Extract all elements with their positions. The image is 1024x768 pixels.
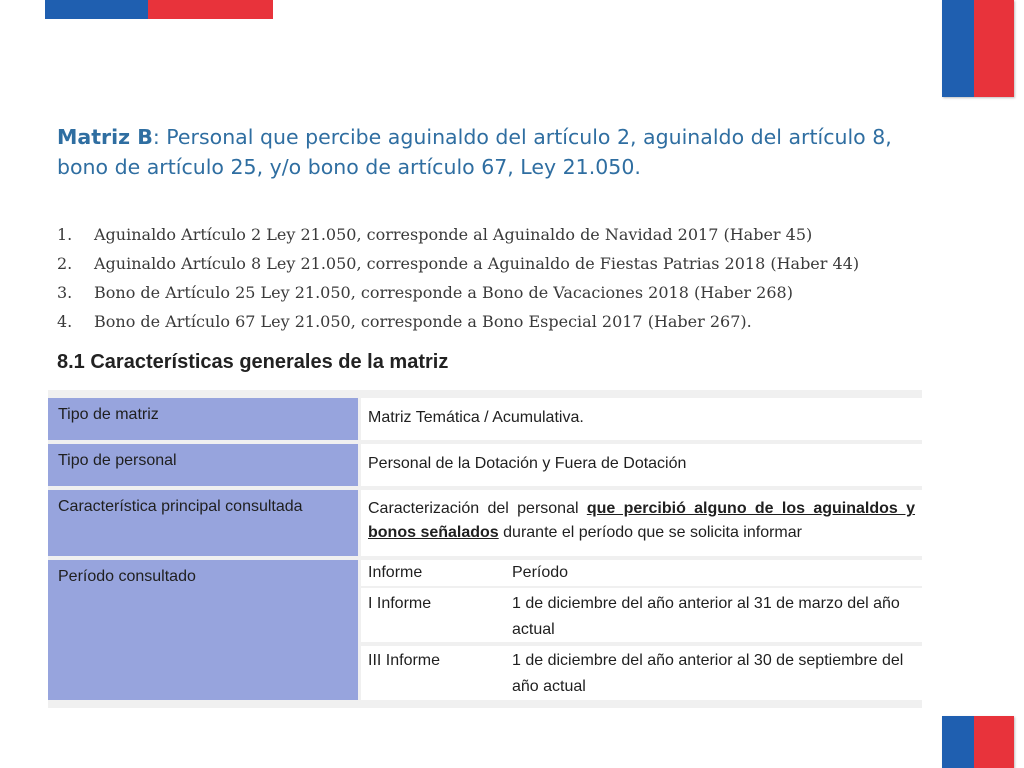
flag-blue-stripe <box>45 0 148 19</box>
list-text: Aguinaldo Artículo 2 Ley 21.050, corresponde al Aguinaldo de Navidad 2017 (Haber 45) <box>94 225 813 244</box>
value-underlined: que percibió alguno de los aguinaldos y bonos señalados <box>368 500 916 541</box>
list-item <box>57 220 859 249</box>
row-label: Tipo de matriz <box>48 398 358 440</box>
subtable-row <box>361 588 922 642</box>
row-label: Tipo de personal <box>48 444 358 486</box>
period-subtable <box>361 560 922 700</box>
top-flag-bar <box>45 0 273 19</box>
list-item <box>57 278 859 307</box>
table-row <box>48 490 922 556</box>
row-value: Personal de la Dotación y Fuera de Dotación <box>361 444 922 486</box>
periodo-cell: 1 de diciembre del año anterior al 30 de septiembre del año actual <box>512 652 904 695</box>
informe-cell: I Informe <box>368 595 432 612</box>
flag-red-stripe <box>148 0 273 19</box>
section-title: 8.1 Características generales de la matriz <box>57 351 449 373</box>
header-informe: Informe <box>368 564 423 581</box>
table-row <box>48 444 922 486</box>
flag-red-block <box>974 0 1014 97</box>
row-label: Período consultado <box>48 560 358 700</box>
value-text: durante el período que se solicita informar <box>498 524 802 541</box>
subtable-header <box>361 560 922 586</box>
list-number: 4. <box>57 312 73 331</box>
corner-flag-bottom <box>942 716 1014 768</box>
list-number: 3. <box>57 283 73 302</box>
list-number: 2. <box>57 254 73 273</box>
row-value <box>361 490 922 556</box>
row-value: Matriz Temática / Acumulativa. <box>361 398 922 440</box>
numbered-list <box>57 220 859 336</box>
flag-red-block <box>974 716 1014 768</box>
header-periodo: Período <box>512 564 569 581</box>
value-text: Caracterización del personal <box>368 500 587 517</box>
list-item <box>57 307 859 336</box>
matrix-table <box>48 390 922 708</box>
list-item <box>57 249 859 278</box>
row-label: Característica principal consultada <box>48 490 358 556</box>
title-bold: Matriz B <box>57 125 153 149</box>
corner-flag-top <box>942 0 1014 97</box>
slide-title <box>57 122 937 182</box>
list-text: Bono de Artículo 25 Ley 21.050, corresponde a Bono de Vacaciones 2018 (Haber 268) <box>94 283 793 302</box>
informe-cell: III Informe <box>368 652 441 669</box>
periodo-cell: 1 de diciembre del año anterior al 31 de marzo del año actual <box>512 595 900 638</box>
table-row <box>48 398 922 440</box>
subtable-row <box>361 646 922 700</box>
flag-blue-block <box>942 716 974 768</box>
list-number: 1. <box>57 225 73 244</box>
table-row <box>48 560 922 700</box>
list-text: Bono de Artículo 67 Ley 21.050, corresponde a Bono Especial 2017 (Haber 267). <box>94 312 752 331</box>
list-text: Aguinaldo Artículo 8 Ley 21.050, corresponde a Aguinaldo de Fiestas Patrias 2018 (Haber 44) <box>94 254 860 273</box>
title-rest: : Personal que percibe aguinaldo del artículo 2, aguinaldo del artículo 8, bono de artículo 25, y/o bono de artículo 67, Ley 21.050. <box>57 125 892 179</box>
flag-blue-block <box>942 0 974 97</box>
